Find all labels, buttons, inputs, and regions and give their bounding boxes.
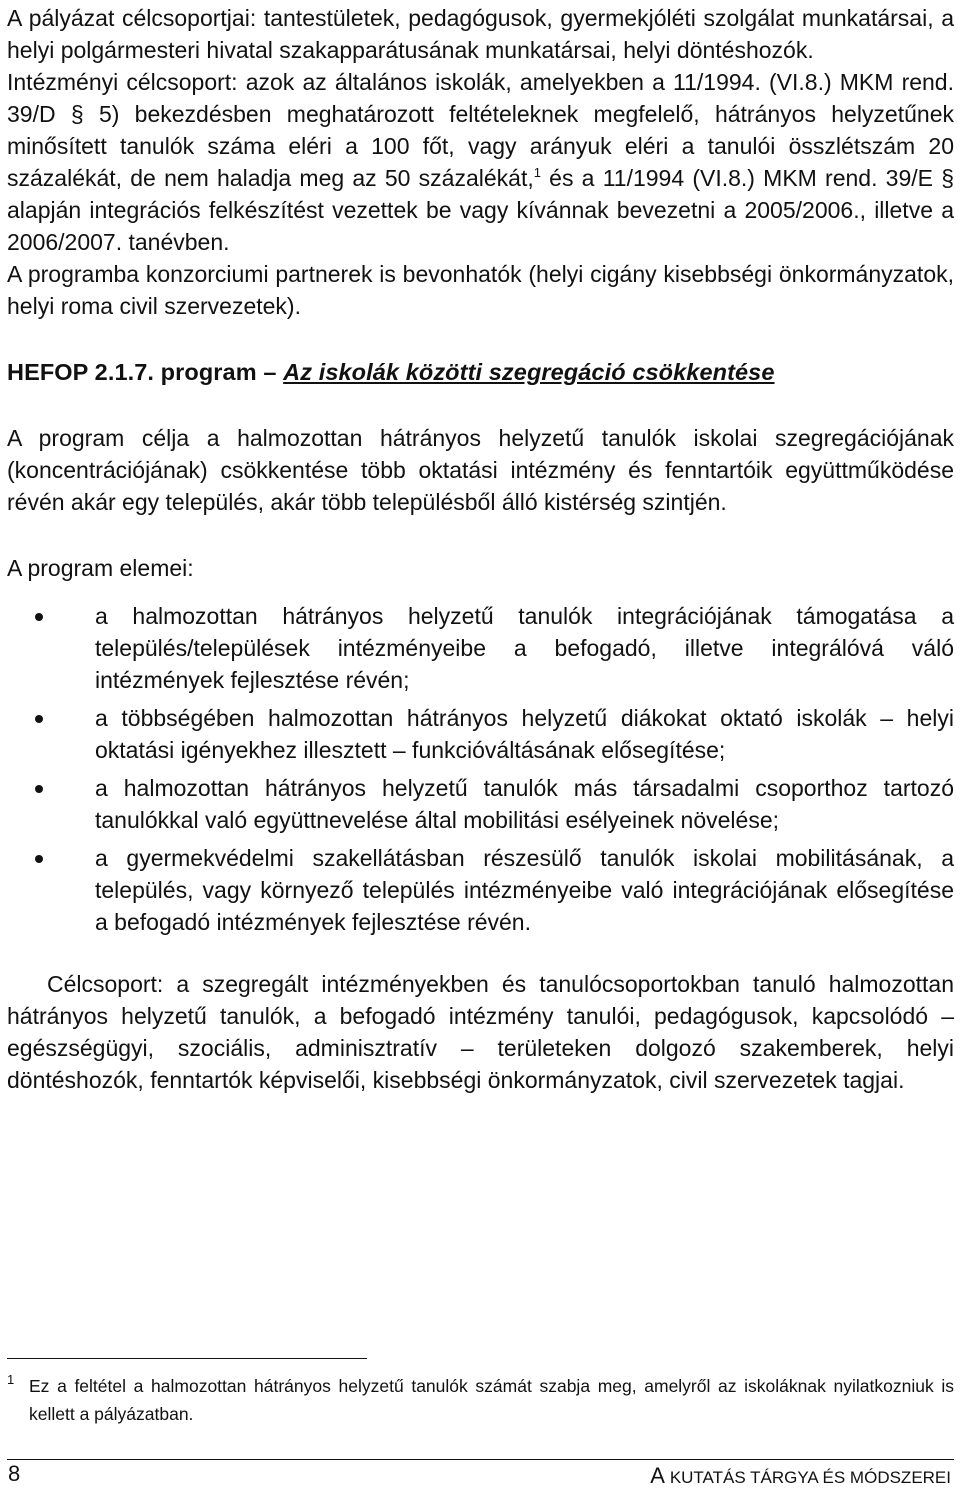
intro-paragraph-institutional: [7, 66, 954, 258]
footer-separator: [7, 1459, 954, 1460]
program-goal-paragraph: A program célja a halmozottan hátrányos helyzetű tanulók iskolai szegregációjának (koncentrációjának) csökkentése több oktatási intézmény és fenntartóik együttműködése révén akár egy település, akár több településből álló kistérség szintjén.: [7, 425, 954, 515]
bullet-icon: [35, 715, 43, 723]
list-item: [7, 600, 954, 696]
running-footer-rest: KUTATÁS TÁRGYA ÉS MÓDSZEREI: [669, 1468, 951, 1487]
target-group-paragraph: Célcsoport: a szegregált intézményekben és tanulócsoportokban tanuló halmozottan hátrányos helyzetű tanulók, a befogadó intézmény tanulói, pedagógusok, kapcsolódó – egészségügyi, szociális, adminisztratív – területeken dolgozó szakemberek, helyi döntéshozók, fenntartók képviselői, kisebbségi önkormányzatok, civil szervezetek tagjai.: [7, 971, 954, 1093]
list-item-text: a halmozottan hátrányos helyzetű tanulók más társadalmi csoporthoz tartozó tanulókkal való együttnevelése által mobilitási esélyeinek növelése;: [95, 775, 954, 833]
intro-paragraph-target-groups: A pályázat célcsoportjai: tantestületek, pedagógusok, gyermekjóléti szolgálat munkatársai, a helyi polgármesteri hivatal szakapparátusának munkatársai, helyi döntéshozók.: [7, 5, 954, 63]
program-elements-list: [7, 600, 954, 938]
footnote-text: Ez a feltétel a halmozottan hátrányos helyzetű tanulók számát szabja meg, amelyről az iskoláknak nyilatkozniuk is kellett a pályázatban.: [29, 1376, 954, 1424]
list-item-text: a többségében halmozottan hátrányos helyzetű diákokat oktató iskolák – helyi oktatási igényekhez illesztett – funkcióváltásának elősegítése;: [95, 705, 954, 763]
program-elements-label: A program elemei:: [7, 555, 194, 581]
bullet-icon: [35, 613, 43, 621]
running-footer-initial: A: [650, 1463, 670, 1488]
list-item: [7, 772, 954, 836]
intro-paragraph-consortium: A programba konzorciumi partnerek is bevonhatók (helyi cigány kisebbségi önkormányzatok, helyi roma civil szervezetek).: [7, 261, 954, 319]
institutional-text-part-1: Intézményi célcsoport: azok az általános iskolák, amelyekben a 11/1994. (VI.8.) MKM rend. 39/D § 5) bekezdésben meghatározott feltételeknek megfelelő, hátrányos helyzetűnek minősített tanulók száma eléri a 100 főt, vagy arányuk eléri a tanulói összlétszám 20 százalékát, de nem haladja meg az 50 százalékát,: [7, 69, 954, 191]
footnote-reference[interactable]: 1: [533, 165, 541, 180]
bullet-icon: [35, 855, 43, 863]
page-number: 8: [8, 1461, 21, 1486]
section-heading: [7, 356, 954, 388]
footnote: [7, 1372, 954, 1428]
list-item: [7, 702, 954, 766]
footnote-number: 1: [7, 1372, 15, 1387]
list-item-text: a gyermekvédelmi szakellátásban részesülő tanulók iskolai mobilitásának, a település, vagy környező település intézményeibe való integrációjának elősegítése a befogadó intézmények fejlesztése révén.: [95, 845, 954, 935]
bullet-icon: [35, 785, 43, 793]
document-page: [7, 2, 954, 1096]
list-item: [7, 842, 954, 938]
footnote-separator: [7, 1358, 367, 1359]
list-item-text: a halmozottan hátrányos helyzetű tanulók integrációjának támogatása a település/települések intézményeibe a befogadó, illetve integrálóvá váló intézmények fejlesztése révén;: [95, 603, 954, 693]
heading-prefix: HEFOP 2.1.7. program –: [7, 359, 284, 385]
heading-title: Az iskolák közötti szegregáció csökkentése: [283, 359, 775, 385]
institutional-text-part-2: és a 11/1994 (VI.8.) MKM rend. 39/E § alapján integrációs felkészítést vezettek be vagy kívánnak bevezetni a 2005/2006., illetve a 2006/2007. tanévben.: [7, 165, 954, 255]
